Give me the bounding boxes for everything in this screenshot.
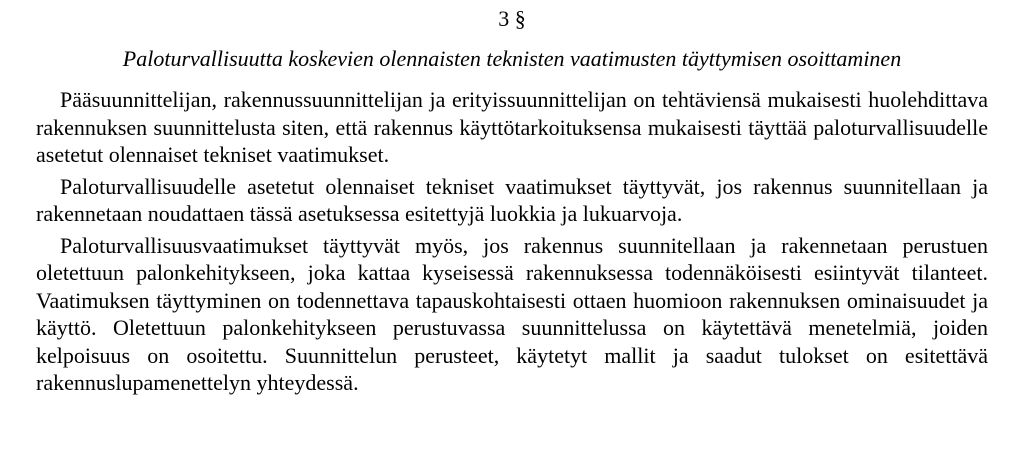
paragraph-1: Pääsuunnittelijan, rakennussuunnittelijan ja erityissuunnittelijan on tehtäviensä mukaisesti huolehdittava rakennuksen suunnittelusta siten, että rakennus käyttötarkoituksensa mukaisesti täyttää paloturvallisuudelle asetetut olennaiset tekniset vaatimukset.: [36, 87, 988, 167]
paragraph-3: Paloturvallisuusvaatimukset täyttyvät myös, jos rakennus suunnitellaan ja rakennetaan perustuen oletettuun palonkehitykseen, joka kattaa kyseisessä rakennuksessa todennäköisesti esiintyvät tilanteet. Vaatimuksen täyttyminen on todennettava tapauskohtaisesti ottaen huomioon rakennuksen ominaisuudet ja käyttö. Oletettuun palonkehitykseen perustuvassa suunnittelussa on käytettävä menetelmiä, joiden kelpoisuus on osoitettu. Suunnittelun perusteet, käytetyt mallit ja saadut tulokset on esitettävä rakennuslupamenettelyn yhteydessä.: [36, 232, 988, 395]
section-title: Paloturvallisuutta koskevien olennaisten teknisten vaatimusten täyttymisen osoittaminen: [122, 46, 902, 71]
section-number: 3 §: [498, 6, 526, 31]
paragraph-2: Paloturvallisuudelle asetetut olennaiset tekniset vaatimukset täyttyvät, jos rakennus suunnitellaan ja rakennetaan noudattaen tässä asetuksessa esitettyjä luokkia ja lukuarvoja.: [36, 173, 988, 226]
document-page: [36, 4, 988, 401]
